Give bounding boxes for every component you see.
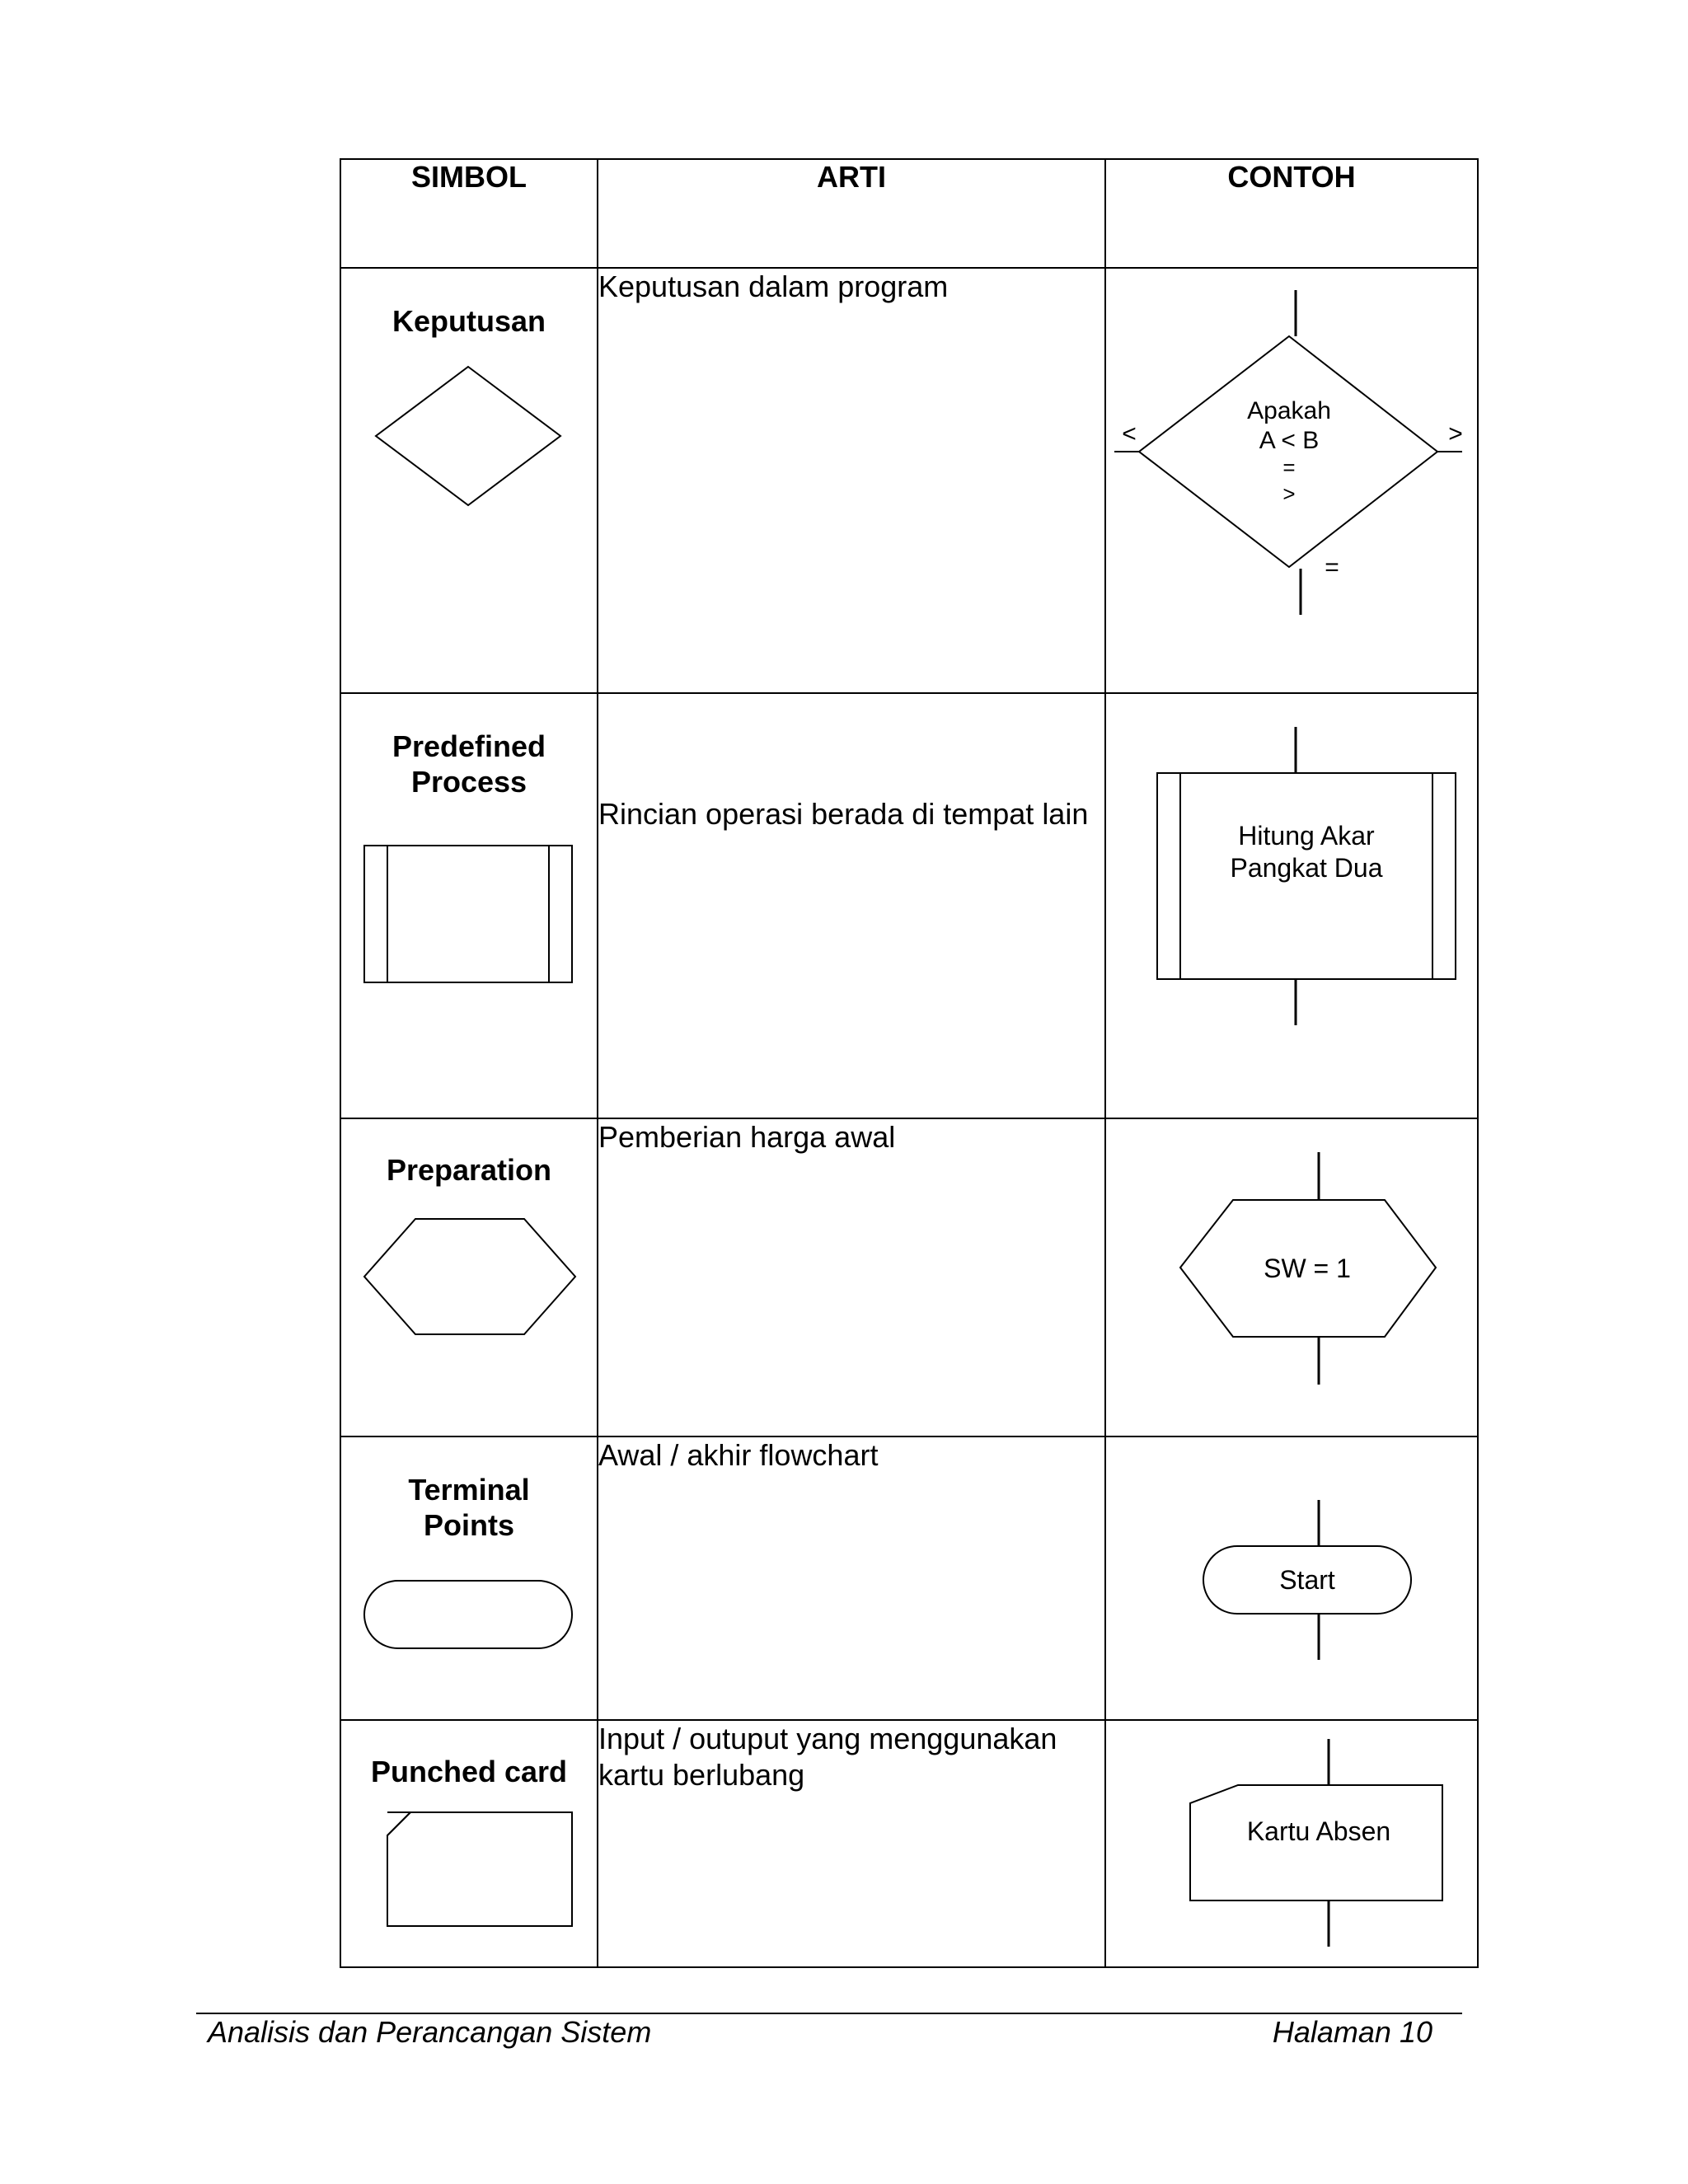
arti-cell: Pemberian harga awal xyxy=(598,1118,1105,1436)
table-row-preparation xyxy=(340,1118,1478,1436)
predefined-process-example-diagram xyxy=(1106,694,1479,1118)
example-text-line: Start xyxy=(1279,1565,1335,1595)
example-text-line: Hitung Akar xyxy=(1238,821,1375,851)
table-row-punched-card xyxy=(340,1720,1478,1967)
decision-diamond-icon xyxy=(341,355,598,520)
flowchart-symbol-table xyxy=(340,158,1479,1968)
predefined-process-icon xyxy=(341,837,598,986)
example-cell xyxy=(1105,693,1478,1118)
symbol-cell xyxy=(340,693,598,1118)
arti-cell: Rincian operasi berada di tempat lain xyxy=(598,693,1105,1118)
example-cell xyxy=(1105,1720,1478,1967)
table-row-terminal-points xyxy=(340,1436,1478,1720)
terminal-example-diagram xyxy=(1106,1437,1479,1719)
symbol-name-line: Terminal xyxy=(408,1473,530,1507)
arti-cell: Awal / akhir flowchart xyxy=(598,1436,1105,1720)
preparation-example-diagram xyxy=(1106,1119,1479,1436)
symbol-name xyxy=(341,729,597,799)
header-arti: ARTI xyxy=(598,159,1105,268)
arti-cell: Input / outuput yang menggunakan kartu berlubang xyxy=(598,1720,1105,1967)
example-cell xyxy=(1105,268,1478,693)
preparation-hexagon-icon xyxy=(341,1212,598,1344)
table-row-predefined-process xyxy=(340,693,1478,1118)
symbol-name: Preparation xyxy=(386,1153,552,1187)
arti-cell: Keputusan dalam program xyxy=(598,268,1105,693)
symbol-name-line: Process xyxy=(410,765,528,799)
symbol-name: Punched card xyxy=(370,1755,568,1788)
symbol-cell xyxy=(340,1720,598,1967)
branch-label-left: < xyxy=(1122,420,1137,448)
decision-example-diagram xyxy=(1106,269,1479,692)
example-text-line: Kartu Absen xyxy=(1246,1816,1391,1846)
symbol-cell xyxy=(340,1118,598,1436)
table-header-row xyxy=(340,159,1478,268)
example-text-line: Pangkat Dua xyxy=(1230,853,1383,883)
terminal-point-icon xyxy=(341,1576,598,1655)
example-text-line: A < B xyxy=(1259,427,1320,454)
example-text-line: > xyxy=(1282,481,1296,506)
example-text-line: SW = 1 xyxy=(1264,1254,1351,1283)
footer-document-title: Analisis dan Perancangan Sistem xyxy=(208,2015,652,2049)
branch-label-right: > xyxy=(1448,420,1463,448)
punched-card-icon xyxy=(341,1807,598,1931)
symbol-cell xyxy=(340,1436,598,1720)
header-contoh: CONTOH xyxy=(1105,159,1478,268)
symbol-name-line: Predefined xyxy=(392,729,546,763)
branch-label-bottom: = xyxy=(1325,554,1339,581)
punched-card-example-diagram xyxy=(1106,1721,1479,1966)
header-simbol: SIMBOL xyxy=(340,159,598,268)
symbol-name: Keputusan xyxy=(392,304,546,338)
symbol-cell xyxy=(340,268,598,693)
symbol-name-line: Points xyxy=(423,1508,514,1542)
example-cell xyxy=(1105,1118,1478,1436)
table-row-keputusan xyxy=(340,268,1478,693)
symbol-name xyxy=(341,1472,597,1543)
example-text-line: = xyxy=(1282,455,1296,480)
footer-page-number: Halaman 10 xyxy=(1272,2015,1432,2049)
example-text-line: Apakah xyxy=(1247,397,1331,424)
example-cell xyxy=(1105,1436,1478,1720)
